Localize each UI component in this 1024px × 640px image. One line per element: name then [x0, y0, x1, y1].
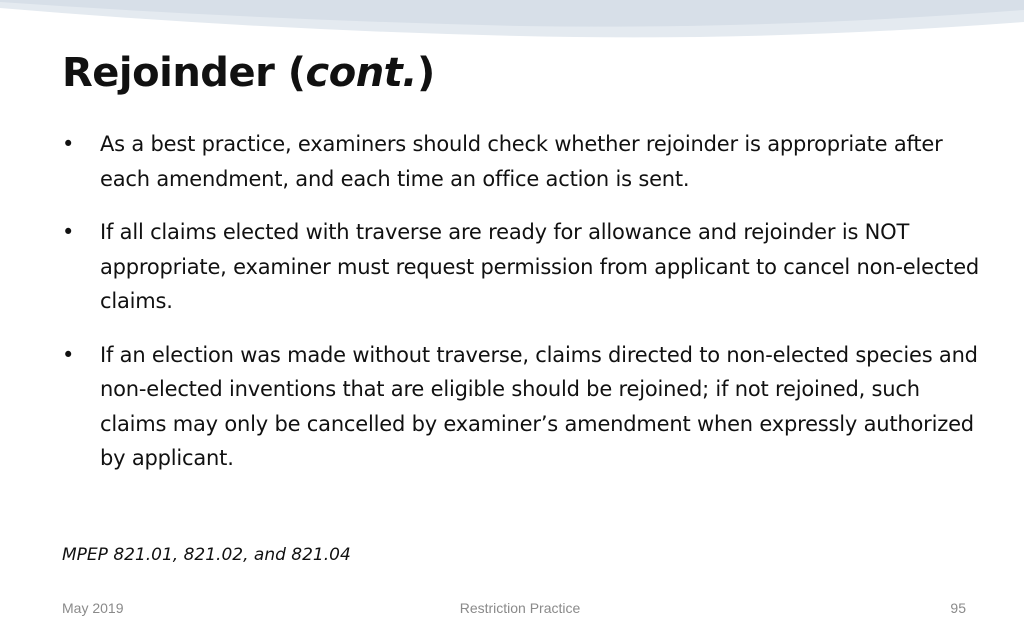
- decorative-header-band: [0, 0, 1024, 48]
- bullet-item: [62, 215, 982, 319]
- bullet-text: As a best practice, examiners should check whether rejoinder is appropriate after each amendment, and each time an office action is sent.: [100, 132, 943, 191]
- title-close: ): [417, 50, 435, 96]
- slide-title: [62, 50, 435, 96]
- bullet-text: If an election was made without traverse, claims directed to non-elected species and non-elected inventions that are eligible should be rejoined; if not rejoined, such claims may only be cancelled by examiner’s amendment when expressly authorized by applicant.: [100, 342, 978, 470]
- bullet-icon: •: [62, 220, 75, 244]
- bullet-item: [62, 338, 982, 476]
- bullet-list: [62, 127, 982, 495]
- bullet-icon: •: [62, 342, 75, 367]
- footer-title: Restriction Practice: [459, 600, 581, 616]
- bullet-icon: •: [62, 132, 75, 156]
- page-number: 95: [950, 600, 966, 616]
- mpep-reference: MPEP 821.01, 821.02, and 821.04: [62, 545, 351, 565]
- bullet-text: If all claims elected with traverse are ready for allowance and rejoinder is NOT appropriate, examiner must request permission from applicant to cancel non-elected claims.: [100, 220, 980, 313]
- title-italic: cont.: [305, 50, 417, 96]
- bullet-item: [62, 127, 982, 196]
- footer-date: May 2019: [62, 600, 124, 616]
- title-main: Rejoinder (: [62, 50, 306, 96]
